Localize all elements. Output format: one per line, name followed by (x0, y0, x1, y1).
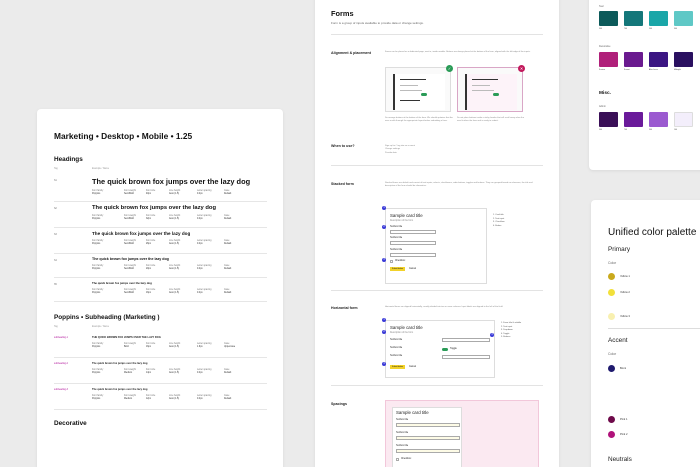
meta-label: Font weight (124, 369, 136, 371)
meta-grid (92, 343, 267, 348)
color-swatch[interactable] (599, 112, 618, 127)
horizontal-label: Horizontal form (331, 306, 358, 310)
color-label: Color (608, 261, 617, 265)
color-name: Pink 2 (620, 433, 628, 436)
color-label: Color (608, 352, 617, 356)
row-tag: h5 (54, 283, 57, 286)
meta-value: 12px (146, 398, 151, 400)
forms-subtitle: Form is a group of inputs available to provide data or change settings. (331, 21, 424, 25)
heading-row (54, 278, 267, 302)
color-dot[interactable] (608, 289, 615, 296)
meta-value: 0.4px (197, 292, 203, 294)
meta-label: Font family (92, 343, 104, 345)
meta-value: Poppins (92, 346, 101, 348)
meta-value: Uppercase (224, 346, 236, 348)
meta-value: Default (224, 243, 232, 245)
color-swatch[interactable] (624, 11, 643, 26)
marker-3: 3 (491, 333, 493, 336)
meta-label: Case (224, 265, 230, 267)
meta-value: 20px (146, 268, 151, 270)
primary-heading: Primary (608, 246, 631, 253)
field-label: Textbox title (390, 226, 403, 228)
meta-grid (92, 190, 267, 195)
bad-example-form (465, 74, 517, 110)
meta-label: Font weight (124, 215, 136, 217)
field-label: Textbox title (390, 347, 403, 349)
heading-rows (54, 174, 267, 302)
good-example-form (393, 74, 445, 110)
color-swatch[interactable] (674, 52, 693, 67)
meta-label: Font size (146, 240, 156, 242)
decorative-section-title: Decorative (54, 420, 87, 427)
field-label: Textbox title (396, 445, 409, 447)
subheading-row (54, 384, 267, 410)
meta-label: Line height (169, 289, 181, 291)
legend-item: 5. Buttons (501, 336, 511, 338)
col-example: Example / Name (92, 168, 109, 170)
swatch-label: 700 (624, 28, 627, 30)
meta-label: Letter spacing (197, 240, 212, 242)
meta-label: Line height (169, 265, 181, 267)
stacked-form-example (385, 208, 487, 284)
meta-value: Auto (1.5) (169, 268, 180, 270)
heading-row (54, 228, 267, 254)
colors-card (589, 0, 700, 170)
subheading-sample: The quick brown fox jumps over the lazy dog (92, 362, 148, 365)
meta-label: Case (224, 343, 230, 345)
field-label: Textbox title (390, 249, 403, 251)
swatch-label: Midnight (674, 69, 681, 71)
meta-value: 0.4px (197, 218, 203, 220)
submit-button[interactable]: Submit button (392, 268, 404, 270)
meta-value: Bold (124, 346, 129, 348)
meta-label: Font family (92, 289, 104, 291)
color-name: Yellow 3 (620, 315, 630, 318)
divider (331, 385, 543, 386)
meta-value: 32px (146, 218, 151, 220)
palette-card (591, 200, 700, 467)
meta-label: Case (224, 215, 230, 217)
color-dot[interactable] (608, 416, 615, 423)
divider (331, 290, 543, 291)
color-name: Pink 1 (620, 418, 628, 421)
meta-label: Font weight (124, 190, 136, 192)
meta-value: Default (224, 372, 232, 374)
meta-label: Line height (169, 369, 181, 371)
color-swatch[interactable] (624, 112, 643, 127)
meta-grid (92, 289, 267, 294)
legend-item: 1. Card title (493, 214, 504, 216)
swatch-label: After hours (649, 69, 658, 71)
horizontal-legend (501, 322, 521, 340)
bad-caption: Do not place buttons inside a sticky header that will scroll away when the user finishes the form and is ready to submit. (457, 117, 524, 123)
meta-value: Default (224, 268, 232, 270)
meta-label: Font size (146, 215, 156, 217)
swatch-label: Sunrise (599, 69, 606, 71)
meta-value: SemiBold (124, 218, 134, 220)
swatch-label: 900 (599, 28, 602, 30)
field-label: Textbox title (390, 355, 403, 357)
forms-card (315, 0, 559, 467)
text-input[interactable] (390, 241, 436, 245)
meta-value: 0.4px (197, 398, 203, 400)
card-sub: Description of the form (390, 220, 414, 222)
swatch-label: 300 (674, 28, 677, 30)
legend-item: 2. Text input (501, 325, 513, 328)
forms-title: Forms (331, 9, 354, 18)
when-list (385, 145, 537, 155)
meta-value: Poppins (92, 193, 101, 195)
meta-value: Poppins (92, 398, 101, 400)
meta-value: SemiBold (124, 193, 134, 195)
card-title: Sample card title (390, 325, 423, 330)
toggle-label: Toggle (450, 348, 457, 350)
col-tag: Tag (54, 168, 58, 170)
meta-value: 1.6px (197, 346, 203, 348)
meta-label: Line height (169, 343, 181, 345)
meta-value: Auto (1.5) (169, 346, 180, 348)
color-name: Yellow 2 (620, 291, 630, 294)
swatch-label: 700 (624, 129, 627, 131)
meta-label: Letter spacing (197, 395, 212, 397)
meta-label: Case (224, 369, 230, 371)
row-tag: h3 (54, 233, 57, 236)
meta-value: 0.4px (197, 243, 203, 245)
text-line (400, 79, 426, 80)
meta-value: Auto (1.5) (169, 193, 180, 195)
check-icon: ✓ (447, 66, 452, 71)
text-line (472, 85, 490, 86)
toggle-icon (493, 93, 499, 96)
meta-value: Auto (1.5) (169, 243, 180, 245)
spacing-form (392, 407, 462, 467)
when-label: When to use? (331, 144, 355, 148)
color-swatch[interactable] (599, 52, 618, 67)
meta-value: 26px (146, 243, 151, 245)
checkbox[interactable] (390, 260, 393, 263)
meta-value: SemiBold (124, 243, 134, 245)
marker-1: 1 (383, 318, 385, 321)
dropdown-select[interactable] (442, 355, 490, 359)
meta-label: Font family (92, 369, 104, 371)
legend-item: 4. Toggle (501, 332, 510, 335)
heading-sample: The quick brown fox jumps over the lazy dog (92, 257, 169, 261)
color-swatch[interactable] (599, 11, 618, 26)
color-dot[interactable] (608, 431, 615, 438)
meta-value: 40px (146, 193, 151, 195)
alignment-desc: Forms can be placed on a dedicated page, next to, inside modals. Buttons are always placed at the bottom of the form, aligned with the left edge of the inputs. (385, 51, 531, 53)
meta-label: Letter spacing (197, 190, 212, 192)
dropdown-select[interactable] (396, 449, 460, 453)
legend-item: 3. Dropdown (501, 329, 513, 331)
row-tag: h4 (54, 259, 57, 262)
card-title: Sample card title (390, 213, 423, 218)
heading-row (54, 174, 267, 202)
neutrals-heading: Neutrals (608, 456, 632, 463)
typography-card (37, 109, 283, 467)
palette-title: Unified color palette (608, 227, 697, 238)
dropdown-select[interactable] (390, 253, 436, 257)
when-item: Sign up for / Log into an account (385, 145, 415, 147)
meta-label: Case (224, 240, 230, 242)
meta-value: Medium (124, 398, 133, 400)
subheading-sample: The quick brown fox jumps over the lazy dog (92, 388, 148, 391)
subheading-row (54, 332, 267, 358)
meta-grid (92, 240, 267, 245)
meta-label: Font size (146, 289, 156, 291)
marker-2: 2 (383, 225, 385, 228)
meta-value: Poppins (92, 268, 101, 270)
meta-label: Letter spacing (197, 265, 212, 267)
meta-value: Poppins (92, 292, 101, 294)
legend-item: 2. Text input (493, 217, 505, 220)
sub-table-header (54, 326, 267, 328)
legend-item: 4. Button (493, 224, 502, 227)
swatch-label: 500 (649, 129, 652, 131)
meta-value: SemiBold (124, 292, 134, 294)
heading-sample: The quick brown fox jumps over the lazy dog (92, 205, 217, 211)
heading-row (54, 254, 267, 278)
row-tag: h2 (54, 207, 57, 210)
when-item: Change settings (385, 148, 401, 151)
text-line (400, 90, 422, 91)
meta-value: Auto (1.5) (169, 218, 180, 220)
row-tag: subheading-1 (54, 337, 68, 339)
when-item: Provide data (385, 151, 397, 154)
divider (608, 328, 700, 329)
text-input[interactable] (390, 230, 436, 234)
bad-example-image (457, 67, 523, 112)
meta-value: Default (224, 292, 232, 294)
meta-value: 0.4px (197, 193, 203, 195)
meta-label: Font weight (124, 289, 136, 291)
marker-3: 3 (383, 258, 385, 261)
meta-label: Letter spacing (197, 369, 212, 371)
meta-value: 14px (146, 372, 151, 374)
color-swatch[interactable] (649, 112, 668, 127)
meta-label: Font size (146, 190, 156, 192)
meta-label: Line height (169, 190, 181, 192)
meta-value: 16px (146, 346, 151, 348)
meta-value: 16px (146, 292, 151, 294)
meta-value: Default (224, 218, 232, 220)
row-tag: h1 (54, 179, 57, 182)
text-line (472, 90, 494, 91)
meta-label: Font size (146, 395, 156, 397)
meta-value: Poppins (92, 243, 101, 245)
good-caption: Do arrange buttons at the bottom of the form. We should optimize that the user scrolls through the appropriate layout before submitting a form. (385, 117, 453, 123)
stacked-desc: Stacked forms are default and consist of text inputs, selects, checkboxes, radio buttons, toggles and buttons. They are grouped based on relevance, the title and description of the form should be informative. (385, 182, 533, 188)
subheading-sample: THE QUICK BROWN FOX JUMPS OVER THE LAZY DOG (92, 336, 161, 339)
color-swatch[interactable] (674, 11, 693, 26)
admin-heading: Admin (599, 105, 606, 108)
color-dot[interactable] (608, 313, 615, 320)
meta-label: Case (224, 395, 230, 397)
table-header (54, 168, 267, 170)
color-name: Bomi (620, 367, 627, 370)
marker-4: 4 (383, 362, 385, 365)
heading-row (54, 202, 267, 228)
color-swatch[interactable] (649, 11, 668, 26)
spacings-example (385, 400, 539, 467)
heading-sample: The quick brown fox jumps over the lazy dog (92, 231, 191, 236)
legend-item: 1. Form title & subtitle (501, 322, 522, 324)
checkbox-label: Checkbox (395, 260, 406, 262)
meta-label: Case (224, 190, 230, 192)
text-line (400, 85, 418, 86)
cancel-link[interactable]: Cancel (409, 365, 417, 368)
meta-label: Font family (92, 265, 104, 267)
checkbox-label: Checkbox (401, 458, 412, 460)
meta-value: Default (224, 193, 232, 195)
meta-value: Poppins (92, 372, 101, 374)
meta-label: Font weight (124, 395, 136, 397)
field-label: Textbox title (396, 419, 409, 421)
divider (331, 165, 543, 166)
swatch-label: 900 (599, 129, 602, 131)
meta-value: Auto (1.5) (169, 398, 180, 400)
field-label: Textbox title (390, 339, 403, 341)
text-input[interactable] (396, 436, 460, 440)
swatch-label: 500 (649, 28, 652, 30)
text-input[interactable] (442, 338, 490, 342)
row-tag: subheading-3 (54, 389, 68, 391)
subheading-rows (54, 332, 267, 410)
meta-grid (92, 265, 267, 270)
divider (331, 34, 543, 35)
meta-value: Auto (1.5) (169, 372, 180, 374)
cancel-link[interactable]: Cancel (409, 267, 417, 270)
meta-label: Font family (92, 395, 104, 397)
row-tag: subheading-2 (54, 363, 68, 365)
marker-2: 2 (383, 330, 385, 333)
color-swatch[interactable] (649, 52, 668, 67)
meta-label: Font size (146, 369, 156, 371)
swatch-label: Sunset (624, 69, 630, 71)
meta-value: Poppins (92, 218, 101, 220)
meta-label: Font weight (124, 343, 136, 345)
marker-1: 1 (383, 206, 385, 209)
spacings-label: Spacings (331, 402, 347, 406)
subheading-row (54, 358, 267, 384)
color-dot[interactable] (608, 273, 615, 280)
meta-label: Line height (169, 215, 181, 217)
meta-grid (92, 395, 267, 400)
submit-button[interactable]: Submit button (392, 366, 404, 368)
subheading-section-title: Poppins • Subheading (Marketing ) (54, 314, 160, 321)
headings-section-title: Headings (54, 156, 83, 163)
meta-label: Letter spacing (197, 215, 212, 217)
color-name: Yellow 1 (620, 275, 630, 278)
meta-label: Font family (92, 240, 104, 242)
close-icon: ✕ (519, 66, 524, 71)
field-label: Textbox title (396, 432, 409, 434)
color-swatch[interactable] (674, 112, 693, 127)
col-example: Example / Name (92, 326, 109, 328)
col-tag: Tag (54, 326, 58, 328)
teal-heading: Teal (599, 5, 604, 8)
card-sub: Description of the form (390, 332, 414, 334)
meta-grid (92, 215, 267, 220)
meta-label: Font size (146, 343, 156, 345)
swatch-label: 100 (674, 129, 677, 131)
meta-label: Font family (92, 190, 104, 192)
meta-label: Font weight (124, 240, 136, 242)
toggle-icon (421, 93, 427, 96)
meta-label: Case (224, 289, 230, 291)
card-title: Sample card title (396, 410, 429, 415)
text-line (472, 79, 498, 80)
decorative-heading: Decorative (599, 45, 611, 48)
text-line (400, 100, 420, 101)
misc-title: Misc. (599, 91, 611, 96)
legend-item: 3. Checkbox (493, 221, 505, 223)
stacked-legend (493, 214, 505, 228)
meta-grid (92, 369, 267, 374)
meta-value: Medium (124, 372, 133, 374)
heading-sample: The quick brown fox jumps over the lazy dog (92, 281, 152, 285)
accent-heading: Accent (608, 337, 628, 344)
alignment-label: Alignment & placement (331, 51, 371, 55)
meta-label: Line height (169, 395, 181, 397)
color-dot[interactable] (608, 365, 615, 372)
meta-value: Auto (1.5) (169, 292, 180, 294)
stacked-label: Stacked form (331, 182, 354, 186)
text-input[interactable] (396, 423, 460, 427)
good-example-image (385, 67, 451, 112)
color-swatch[interactable] (624, 52, 643, 67)
typography-title: Marketing • Desktop • Mobile • 1.25 (54, 131, 193, 141)
meta-value: 0.4px (197, 372, 203, 374)
meta-label: Letter spacing (197, 289, 212, 291)
meta-label: Font weight (124, 265, 136, 267)
checkbox[interactable] (396, 458, 399, 461)
meta-value: 0.4px (197, 268, 203, 270)
heading-sample: The quick brown fox jumps over the lazy dog (92, 177, 251, 186)
meta-label: Font size (146, 265, 156, 267)
meta-label: Letter spacing (197, 343, 212, 345)
meta-label: Font family (92, 215, 104, 217)
field-label: Textbox title (390, 237, 403, 239)
toggle-switch[interactable] (442, 348, 448, 351)
meta-value: Default (224, 398, 232, 400)
horizontal-form-example (385, 320, 495, 378)
horizontal-desc: Horizontal forms are aligned horizontally, usually divided into two or more columns. Input labels are aligned to the left of the field. (385, 306, 504, 308)
meta-value: SemiBold (124, 268, 134, 270)
meta-label: Line height (169, 240, 181, 242)
